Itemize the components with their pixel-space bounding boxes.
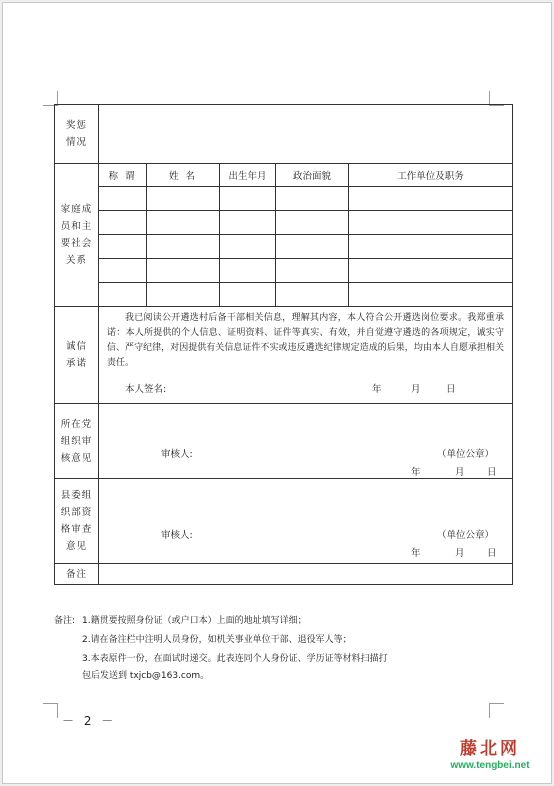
county-review-label: 县委组 织部资 格审查 意见: [55, 479, 99, 564]
family-cell[interactable]: [220, 211, 276, 235]
family-member-row: [55, 187, 513, 211]
footnotes: [54, 612, 502, 686]
family-label: 家庭成 员和主 要社会 关系: [55, 164, 99, 307]
header-relation: 称 谓: [99, 164, 147, 187]
family-cell[interactable]: [220, 187, 276, 211]
family-cell[interactable]: [349, 211, 513, 235]
header-political-status: 政治面貌: [276, 164, 349, 187]
party-year-label: 年: [411, 467, 421, 478]
pledge-label: 诚信 承诺: [55, 307, 99, 404]
family-member-row: [55, 211, 513, 235]
family-cell[interactable]: [276, 259, 349, 283]
party-review-row: [55, 404, 513, 479]
party-reviewer-label: 审核人:: [161, 449, 193, 460]
pledge-row: [55, 307, 513, 404]
family-cell[interactable]: [220, 283, 276, 307]
family-cell[interactable]: [220, 235, 276, 259]
family-cell[interactable]: [147, 259, 220, 283]
county-reviewer-label: 审核人:: [161, 530, 193, 541]
month-label: 月: [411, 384, 421, 395]
signature-label: 本人签名:: [125, 384, 167, 395]
family-cell[interactable]: [99, 259, 147, 283]
pledge-cell: [99, 307, 513, 404]
watermark-brand: 藤北网: [460, 739, 520, 759]
pledge-signature-line: [99, 371, 512, 399]
crop-mark-bottom-right: [489, 703, 504, 718]
rewards-field[interactable]: [99, 105, 513, 164]
family-cell[interactable]: [349, 235, 513, 259]
family-cell[interactable]: [276, 283, 349, 307]
party-month-label: 月: [455, 467, 465, 478]
watermark-url: www.tengbei.net: [450, 760, 530, 771]
footnote-item: 1.籍贯要按照身份证（或户口本）上面的地址填写详细；: [82, 616, 307, 626]
county-month-label: 月: [455, 548, 465, 559]
family-cell[interactable]: [276, 187, 349, 211]
footnotes-title: 备注:: [54, 616, 76, 626]
footnote-item: 包后发送到 txjcb@163.com。: [82, 671, 210, 681]
party-seal-label: （单位公章）: [437, 449, 495, 460]
family-cell[interactable]: [276, 211, 349, 235]
crop-mark-bottom-left: [43, 703, 58, 718]
party-review-label: 所在党 组织审 核意见: [55, 404, 99, 479]
remarks-label: 备注: [55, 564, 99, 585]
family-cell[interactable]: [99, 187, 147, 211]
header-name: 姓 名: [147, 164, 220, 187]
family-cell[interactable]: [276, 235, 349, 259]
header-birth: 出生年月: [220, 164, 276, 187]
rewards-label: 奖惩 情况: [55, 105, 99, 164]
day-label: 日: [446, 384, 456, 395]
party-review-cell[interactable]: [99, 404, 513, 479]
family-member-row: [55, 259, 513, 283]
family-cell[interactable]: [99, 211, 147, 235]
footnote-item: 3.本表原件一份，在面试时递交。此表连同个人身份证、学历证等材料扫描打: [82, 654, 388, 664]
family-cell[interactable]: [99, 235, 147, 259]
family-cell[interactable]: [147, 187, 220, 211]
county-seal-label: （单位公章）: [437, 530, 495, 541]
year-label: 年: [372, 384, 382, 395]
family-cell[interactable]: [220, 259, 276, 283]
site-watermark: [430, 734, 550, 771]
family-cell[interactable]: [147, 235, 220, 259]
county-day-label: 日: [487, 548, 497, 559]
rewards-row: [55, 105, 513, 164]
family-cell[interactable]: [147, 211, 220, 235]
family-cell[interactable]: [349, 283, 513, 307]
footnote-item: 2.请在备注栏中注明人员身份，如机关事业单位干部、退役军人等；: [82, 635, 352, 645]
family-member-row: [55, 283, 513, 307]
county-review-cell[interactable]: [99, 479, 513, 564]
county-year-label: 年: [411, 548, 421, 559]
header-employer-position: 工作单位及职务: [349, 164, 513, 187]
party-day-label: 日: [487, 467, 497, 478]
remarks-field[interactable]: [99, 564, 513, 585]
family-cell[interactable]: [349, 259, 513, 283]
family-cell[interactable]: [147, 283, 220, 307]
pledge-text: 我已阅读公开遴选村后备干部相关信息，理解其内容，本人符合公开遴选岗位要求。我郑重承诺：本人所提供的个人信息、证明资料、证件等真实、有效，并自觉遵守遴选的各项规定，诚实守信、严守纪律，对因提供有关信息证件不实或违反遴选纪律规定造成的后果，均由本人自愿承担相关责任。: [107, 313, 505, 368]
family-member-row: [55, 235, 513, 259]
remarks-row: [55, 564, 513, 585]
county-review-row: [55, 479, 513, 564]
page-number: － 2 －: [62, 714, 117, 728]
application-form-table: [54, 104, 513, 585]
family-cell[interactable]: [99, 283, 147, 307]
family-header-row: [55, 164, 513, 187]
family-cell[interactable]: [349, 187, 513, 211]
